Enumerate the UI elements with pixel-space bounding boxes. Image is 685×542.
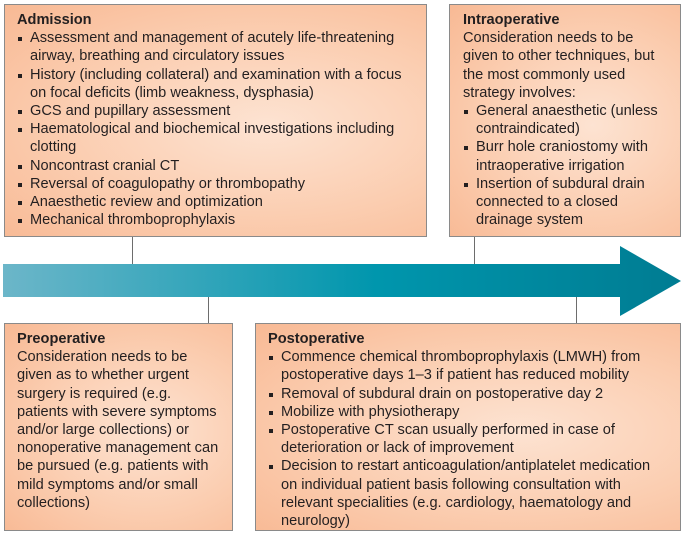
stage-title: Postoperative [268, 331, 365, 347]
timeline-arrow [0, 230, 685, 330]
stage-box-postoperative [255, 323, 681, 531]
list-item: Burr hole craniostomy with intraoperative irrigation [463, 138, 670, 174]
list-item: History (including collateral) and examination with a focus on focal deficits (limb weakness, dysphasia) [17, 66, 416, 102]
list-item: Anaesthetic review and optimization [17, 193, 416, 211]
list-item: Postoperative CT scan usually performed in case of deterioration or lack of improvement [268, 421, 670, 457]
list-item: GCS and pupillary assessment [17, 102, 416, 120]
list-item: Assessment and management of acutely life-threatening airway, breathing and circulatory issues [17, 29, 416, 65]
list-item: Insertion of subdural drain connected to a closed drainage system [463, 175, 670, 230]
connector-preoperative [208, 297, 209, 323]
stage-list [463, 102, 670, 229]
stage-box-admission [4, 4, 427, 237]
stage-title: Intraoperative [463, 12, 560, 28]
stage-text: Consideration needs to be given as to whether urgent surgery is required (e.g. patients with severe symptoms and/or large collections) or nonoperative management can be pursued (e.g. patients with mild symptoms and/or small collections) [17, 349, 219, 511]
stage-title: Admission [17, 12, 92, 28]
list-item: Decision to restart anticoagulation/antiplatelet medication on individual patient basis following consultation with relevant specialities (e.g. cardiology, haematology and neurology) [268, 457, 670, 530]
list-item: Noncontrast cranial CT [17, 157, 416, 175]
stage-list [268, 348, 670, 530]
stage-list [17, 29, 416, 229]
timeline-arrow-shape [3, 246, 681, 316]
connector-intraoperative [474, 237, 475, 264]
list-item: Reversal of coagulopathy or thrombopathy [17, 175, 416, 193]
stage-title: Preoperative [17, 331, 106, 347]
list-item: General anaesthetic (unless contraindicated) [463, 102, 670, 138]
list-item: Commence chemical thromboprophylaxis (LMWH) from postoperative days 1–3 if patient has reduced mobility [268, 348, 670, 384]
stage-box-preoperative [4, 323, 233, 531]
connector-postoperative [576, 297, 577, 323]
list-item: Mobilize with physiotherapy [268, 403, 670, 421]
connector-admission [132, 237, 133, 264]
list-item: Mechanical thromboprophylaxis [17, 211, 416, 229]
stage-box-intraoperative [449, 4, 681, 237]
list-item: Removal of subdural drain on postoperative day 2 [268, 385, 670, 403]
list-item: Haematological and biochemical investigations including clotting [17, 120, 416, 156]
stage-intro: Consideration needs to be given to other techniques, but the most commonly used strategy involves: [463, 30, 655, 101]
